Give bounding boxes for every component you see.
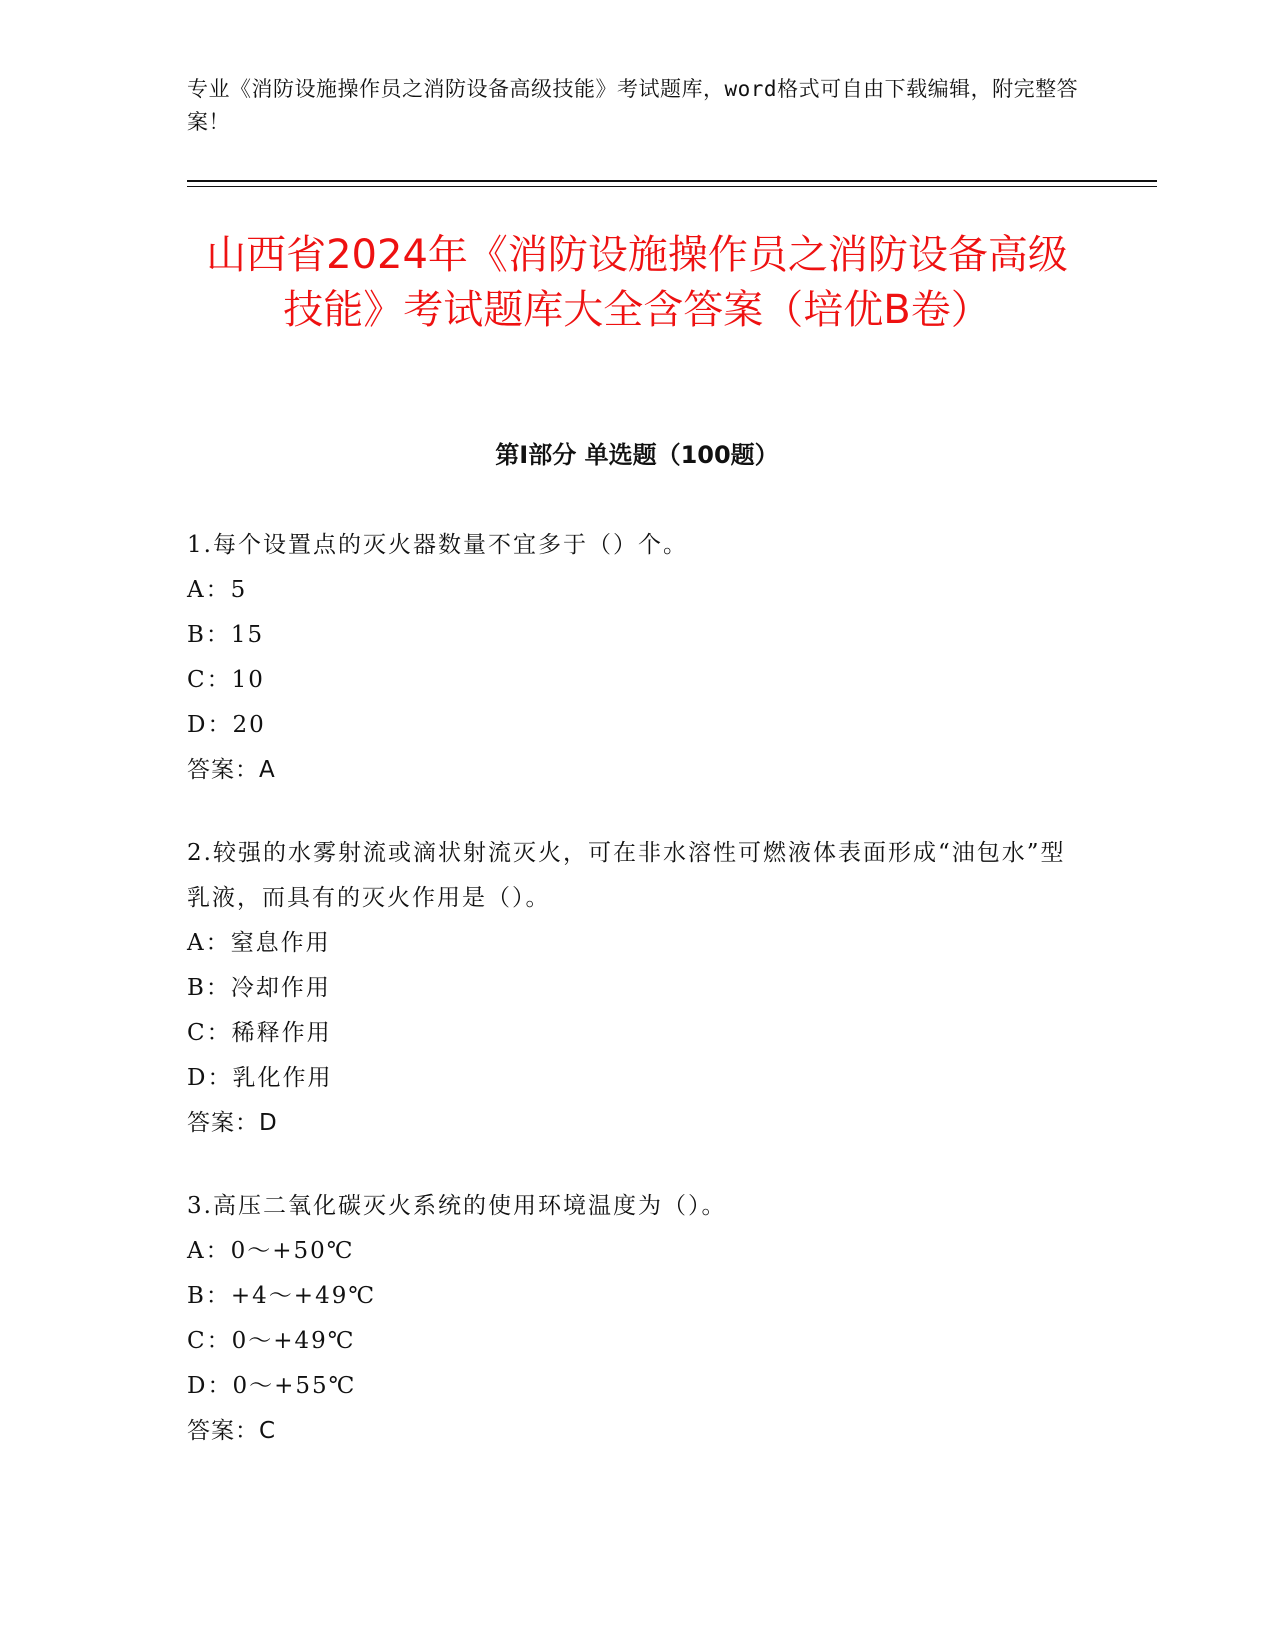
option-d: D：0～+55℃ xyxy=(187,1373,357,1399)
question-1 xyxy=(187,523,1067,793)
option-a: A：0～+50℃ xyxy=(187,1238,355,1264)
option-b: B：+4～+49℃ xyxy=(187,1283,377,1309)
question-2 xyxy=(187,831,1067,1146)
option-d: D：20 xyxy=(187,712,266,738)
question-list xyxy=(187,523,1067,1492)
question-3 xyxy=(187,1184,1067,1454)
option-c: C：0～+49℃ xyxy=(187,1328,356,1354)
answer: 答案：D xyxy=(187,1110,278,1136)
option-a: A：5 xyxy=(187,577,248,603)
header-note: 专业《消防设施操作员之消防设备高级技能》考试题库，word格式可自由下载编辑，附完整答案！ xyxy=(187,77,1079,134)
answer: 答案：A xyxy=(187,757,276,783)
option-b: B：冷却作用 xyxy=(187,975,331,1001)
header-divider-thin xyxy=(187,186,1157,187)
section-title: 第I部分 单选题（100题） xyxy=(495,441,779,469)
option-b: B：15 xyxy=(187,622,265,648)
question-text: 2.较强的水雾射流或滴状射流灭火，可在非水溶性可燃液体表面形成“油包水”型乳液，而具有的灭火作用是（）。 xyxy=(187,840,1066,911)
option-a: A：窒息作用 xyxy=(187,930,331,956)
option-c: C：10 xyxy=(187,667,265,693)
question-text: 3.高压二氧化碳灭火系统的使用环境温度为（）。 xyxy=(187,1193,727,1219)
option-d: D：乳化作用 xyxy=(187,1065,333,1091)
answer: 答案：C xyxy=(187,1418,277,1444)
question-text: 1.每个设置点的灭火器数量不宜多于（）个。 xyxy=(187,532,688,558)
document-title: 山西省2024年《消防设施操作员之消防设备高级技能》考试题库大全含答案（培优B卷） xyxy=(206,232,1068,333)
option-c: C：稀释作用 xyxy=(187,1020,332,1046)
header-divider-thick xyxy=(187,180,1157,182)
